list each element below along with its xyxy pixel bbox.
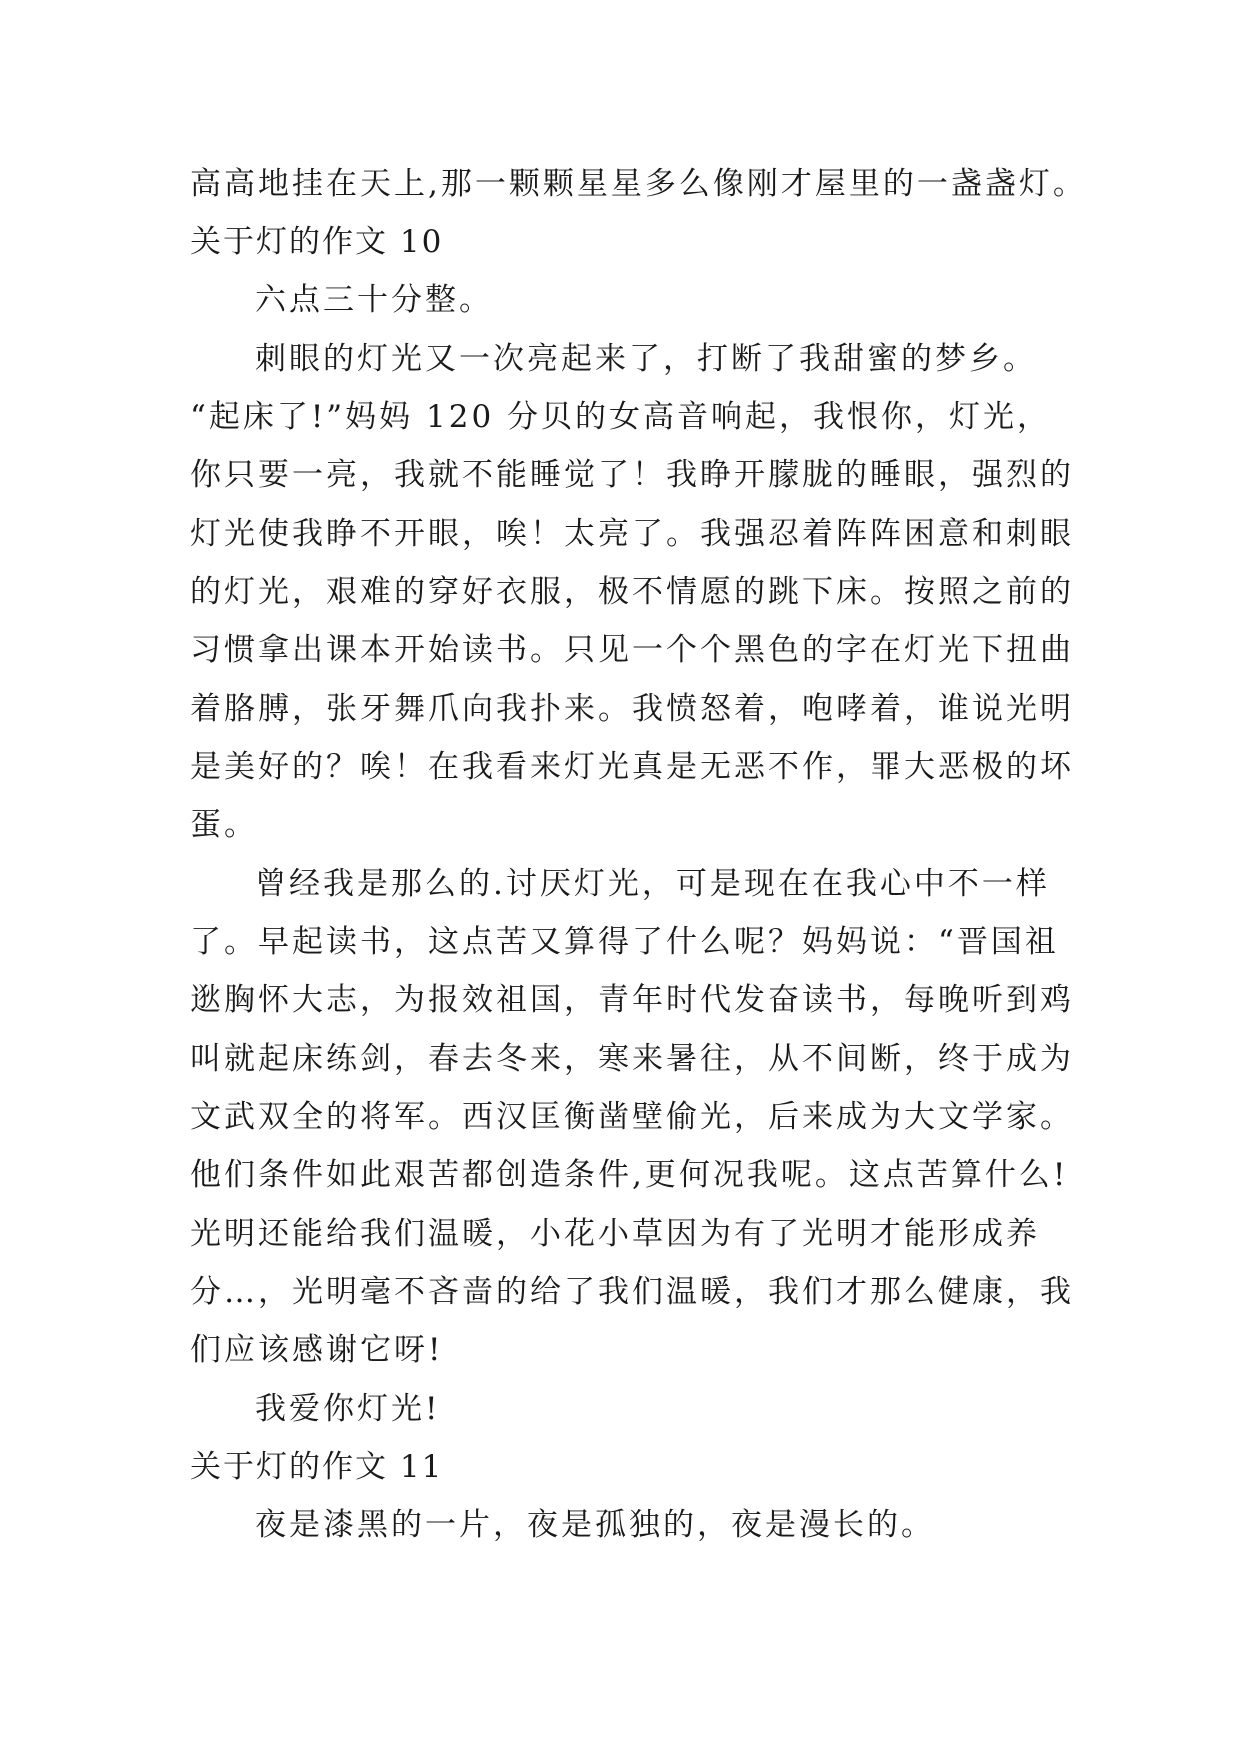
text-line: 他们条件如此艰苦都创造条件,更何况我呢。这点苦算什么!	[190, 1157, 1069, 1193]
text-line: 光明还能给我们温暖，小花小草因为有了光明才能形成养	[190, 1216, 1040, 1252]
text-line: 逖胸怀大志，为报效祖国，青年时代发奋读书，每晚听到鸡	[190, 982, 1074, 1018]
text-line: 高高地挂在天上,那一颗颗星星多么像刚才屋里的一盏盏灯。	[190, 166, 1087, 202]
text-line: 习惯拿出课本开始读书。只见一个个黑色的字在灯光下扭曲	[190, 632, 1074, 668]
text-line: “起床了!”妈妈 120 分贝的女高音响起，我恨你，灯光，	[190, 399, 1052, 435]
text-line: 的灯光，艰难的穿好衣服，极不情愿的跳下床。按照之前的	[190, 574, 1074, 610]
text-line: 蛋。	[190, 807, 258, 843]
text-line: 你只要一亮，我就不能睡觉了！我睁开朦胧的睡眼，强烈的	[190, 457, 1074, 493]
text-line: 们应该感谢它呀!	[190, 1332, 444, 1368]
text-line: 六点三十分整。	[255, 282, 493, 318]
text-line: 灯光使我睁不开眼，唉！太亮了。我强忍着阵阵困意和刺眼	[190, 516, 1074, 552]
section-heading: 关于灯的作文 11	[190, 1449, 444, 1485]
text-line: 叫就起床练剑，春去冬来，寒来暑往，从不间断，终于成为	[190, 1041, 1074, 1077]
text-line: 文武双全的将军。西汉匡衡凿壁偷光，后来成为大文学家。	[190, 1099, 1074, 1135]
text-line: 我爱你灯光!	[255, 1391, 441, 1427]
section-heading: 关于灯的作文 10	[190, 224, 444, 260]
text-line: 夜是漆黑的一片，夜是孤独的，夜是漫长的。	[255, 1507, 935, 1543]
text-line: 了。早起读书，这点苦又算得了什么呢？妈妈说：“晋国祖	[190, 924, 1059, 960]
text-line: 分…，光明毫不吝啬的给了我们温暖，我们才那么健康，我	[190, 1274, 1074, 1310]
text-line: 着胳膊，张牙舞爪向我扑来。我愤怒着，咆哮着，谁说光明	[190, 691, 1074, 727]
text-line: 曾经我是那么的.讨厌灯光，可是现在在我心中不一样	[255, 866, 1050, 902]
text-line: 是美好的？唉！在我看来灯光真是无恶不作，罪大恶极的坏	[190, 749, 1074, 785]
text-line: 刺眼的灯光又一次亮起来了，打断了我甜蜜的梦乡。	[255, 341, 1037, 377]
